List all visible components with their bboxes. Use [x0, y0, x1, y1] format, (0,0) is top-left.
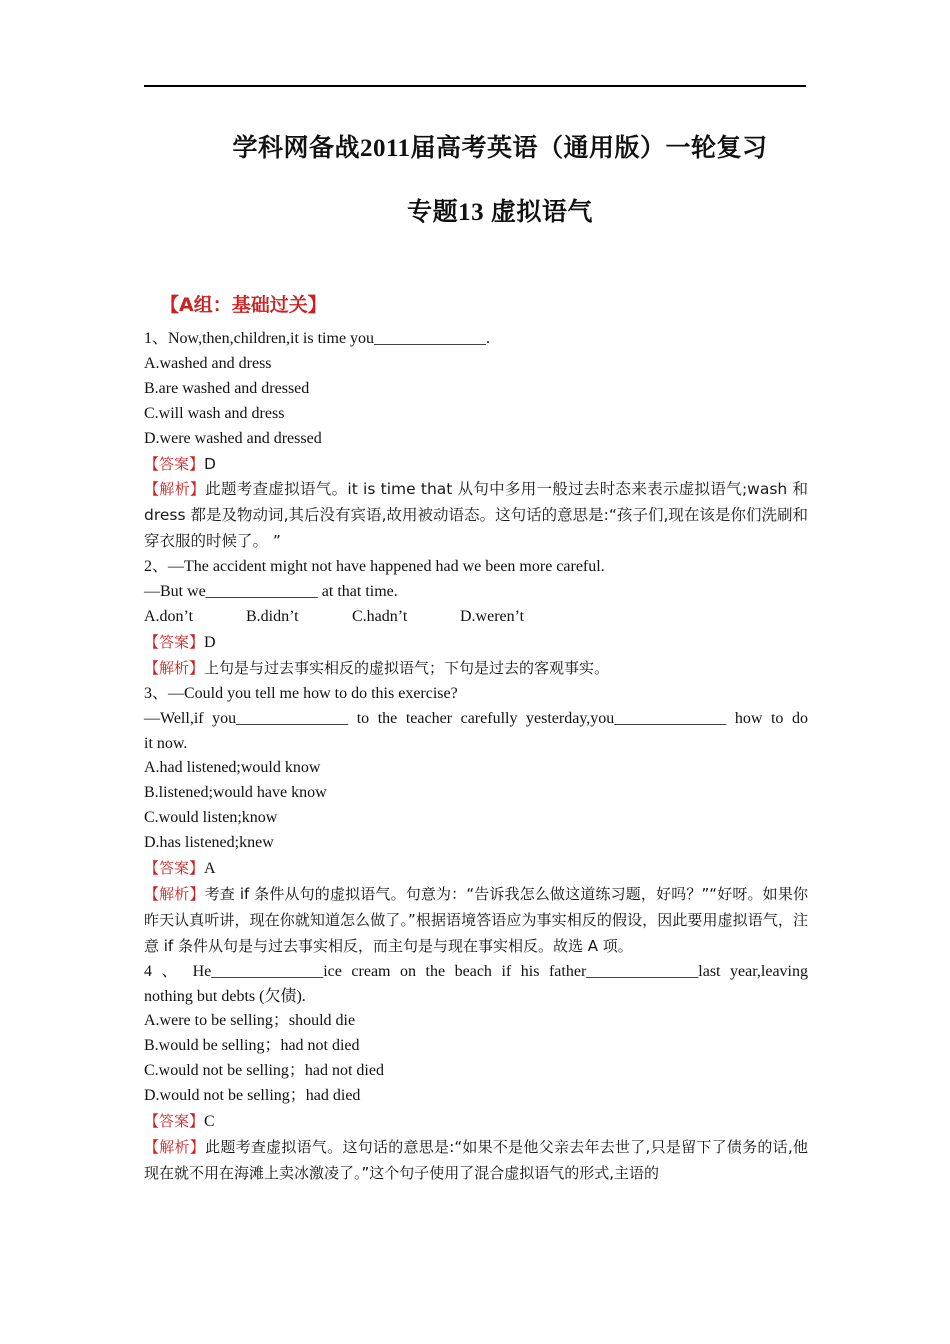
q3-answer-value: A — [204, 860, 216, 878]
q2-option-a: A.don’t — [144, 607, 194, 625]
q2-analysis — [144, 656, 808, 682]
header-rule — [144, 85, 806, 87]
answer-label: 【答案】 — [144, 632, 205, 651]
answer-label: 【答案】 — [144, 859, 205, 878]
q1-option-b: B.are washed and dressed — [144, 379, 310, 397]
q3-option-b: B.listened;would have know — [144, 784, 327, 802]
q4-line1: 4 、 He______________ice cream on the beach if his father______________last year,leaving — [144, 962, 808, 980]
q1-answer — [144, 452, 808, 478]
section-heading: 【A组：基础过关】 — [160, 294, 327, 316]
q2-option-b: B.didn’t — [246, 607, 299, 625]
q3-line3: it now. — [144, 734, 188, 752]
q1-option-c: C.will wash and dress — [144, 404, 285, 422]
q4-option-d: D.would not be selling；had died — [144, 1087, 361, 1105]
q1-analysis — [144, 477, 808, 555]
q1-answer-value: D — [204, 454, 216, 473]
q3-analysis-text: 考查 if 条件从句的虚拟语气。句意为：“告诉我怎么做这道练习题，好吗？”“好呀。如果你昨天认真听讲，现在你就知道怎么做了。”根据语境答语应为事实相反的假设，因此要用虚拟语气，注意 if 条件从句是与过去事实相反，而主句是与现在事实相反。故选 A 项。 — [144, 884, 808, 955]
q4-analysis — [144, 1135, 808, 1187]
q2-option-c: C.hadn’t — [352, 607, 408, 625]
analysis-label: 【解析】 — [144, 480, 206, 499]
q3-option-a: A.had listened;would know — [144, 759, 321, 777]
q4-line2: nothing but debts (欠债). — [144, 987, 306, 1005]
q3-analysis — [144, 882, 808, 960]
q4-option-c: C.would not be selling；had not died — [144, 1062, 384, 1080]
q2-analysis-text: 上句是与过去事实相反的虚拟语气；下句是过去的客观事实。 — [204, 658, 610, 677]
q2-line2: —But we______________ at that time. — [144, 583, 398, 601]
q2-options — [144, 605, 808, 630]
document-title: 学科网备战2011届高考英语（通用版）一轮复习 — [232, 135, 768, 162]
document-subtitle: 专题13 虚拟语气 — [407, 199, 593, 226]
q2-answer — [144, 630, 808, 656]
q4-option-b: B.would be selling；had not died — [144, 1037, 360, 1055]
question-list — [144, 327, 808, 1187]
q1-stem: 1、Now,then,children,it is time you______________. — [144, 330, 491, 347]
q4-answer — [144, 1109, 808, 1135]
answer-label: 【答案】 — [144, 454, 205, 473]
answer-label: 【答案】 — [144, 1112, 205, 1131]
q2-option-d: D.weren’t — [460, 607, 525, 625]
q2-line1: 2、—The accident might not have happened had we been more careful. — [144, 558, 605, 576]
analysis-label: 【解析】 — [144, 1138, 206, 1156]
q4-analysis-text: 此题考查虚拟语气。这句话的意思是:“如果不是他父亲去年去世了,只是留下了债务的话,他现在就不用在海滩上卖冰激凌了。”这个句子使用了混合虚拟语气的形式,主语的 — [144, 1138, 808, 1182]
q3-option-d: D.has listened;knew — [144, 834, 274, 852]
q3-line2: —Well,if you______________ to the teacher carefully yesterday,you______________ how to do — [144, 709, 808, 727]
q1-option-d: D.were washed and dressed — [144, 429, 322, 447]
q3-option-c: C.would listen;know — [144, 809, 278, 827]
q3-answer — [144, 856, 808, 882]
q2-answer-value: D — [204, 633, 216, 651]
q4-option-a: A.were to be selling；should die — [144, 1012, 356, 1030]
q3-line1: 3、—Could you tell me how to do this exercise? — [144, 684, 458, 702]
q1-option-a: A.washed and dress — [144, 354, 272, 372]
analysis-label: 【解析】 — [144, 658, 205, 677]
q4-answer-value: C — [204, 1113, 215, 1131]
analysis-label: 【解析】 — [144, 884, 205, 903]
q1-analysis-text: 此题考查虚拟语气。it is time that 从句中多用一般过去时态来表示虚拟语气;wash 和 dress 都是及物动词,其后没有宾语,故用被动语态。这句话的意思是:“孩子们,现在该是你们洗刷和穿衣服的时候了。 ” — [144, 480, 808, 551]
